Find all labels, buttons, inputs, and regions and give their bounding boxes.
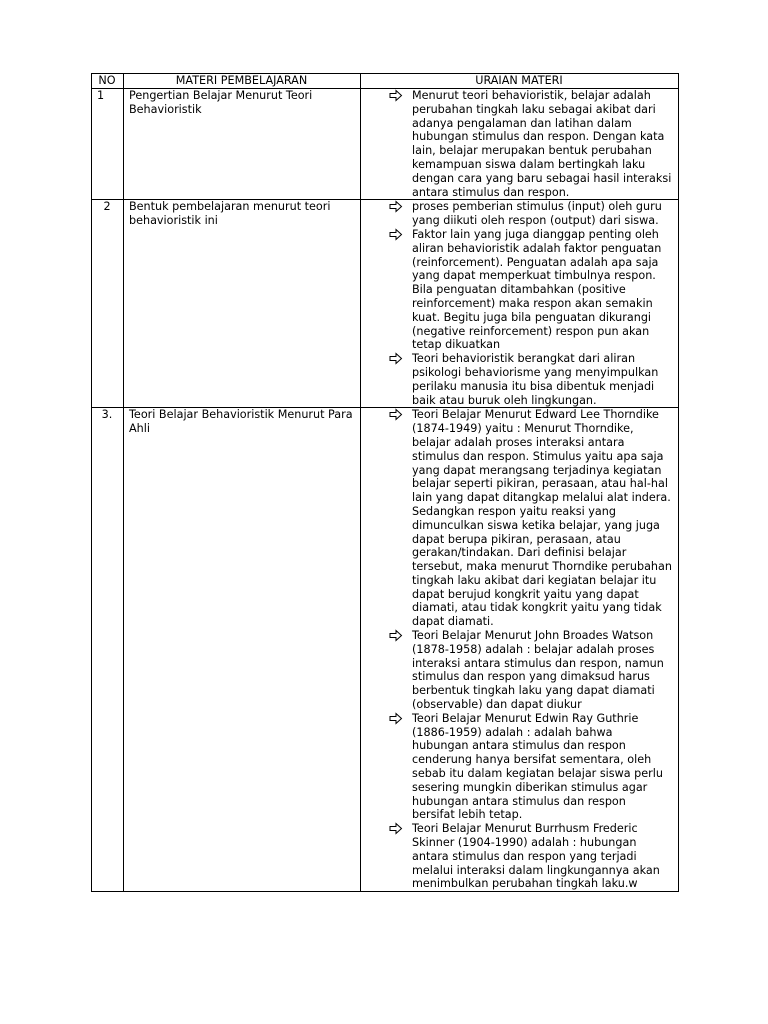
header-no: NO bbox=[92, 74, 124, 89]
row-uraian bbox=[361, 200, 679, 408]
row-uraian bbox=[361, 89, 679, 200]
list-item-text: Teori Belajar Menurut Edwin Ray Guthrie (1886-1959) adalah : adalah bahwa hubungan antara stimulus dan respon cenderung hanya bersifat sementara, oleh sebab itu dalam kegiatan belajar siswa perlu sesering mungkin diberikan stimulus agar hubungan antara stimulus dan respon bersifat lebih tetap. bbox=[412, 711, 663, 822]
list-item bbox=[366, 408, 672, 629]
arrow-right-outline-icon bbox=[389, 408, 403, 421]
list-item-text: Teori Belajar Menurut Edward Lee Thorndike (1874-1949) yaitu : Menurut Thorndike, belajar adalah proses interaksi antara stimulus dan respon. Stimulus yaitu apa saja yang dapat merangsang terjadinya kegiatan belajar seperti pikiran, perasaan, atau hal-hal lain yang dapat ditangkap melalui alat indera. Sedangkan respon yaitu reaksi yang dimunculkan siswa ketika belajar, yang juga dapat berupa pikiran, perasaan, atau gerakan/tindakan. Dari definisi belajar tersebut, maka menurut Thorndike perubahan tingkah laku akibat dari kegiatan belajar itu dapat berujud kongkrit yaitu yang dapat diamati, atau tidak kongkrit yaitu yang tidak dapat diamati. bbox=[412, 408, 672, 629]
list-item-text: Teori Belajar Menurut John Broades Watson (1878-1958) adalah : belajar adalah proses interaksi antara stimulus dan respon, namun stimulus dan respon yang dimaksud harus berbentuk tingkah laku yang dapat diamati (observable) dan dapat diukur bbox=[412, 629, 664, 712]
list-item-text: Teori Belajar Menurut Burrhusm Frederic Skinner (1904-1990) adalah : hubungan antara stimulus dan respon yang terjadi melalui interaksi dalam lingkungannya akan menimbulkan perubahan tingkah laku.w bbox=[412, 822, 660, 891]
list-item bbox=[366, 712, 672, 822]
arrow-right-outline-icon bbox=[389, 712, 403, 725]
table-header-row bbox=[92, 74, 679, 89]
arrow-right-outline-icon bbox=[389, 89, 403, 102]
materi-table bbox=[91, 73, 679, 892]
row-number: 1 bbox=[92, 89, 124, 200]
arrow-right-outline-icon bbox=[389, 629, 403, 642]
row-materi: Bentuk pembelajaran menurut teori behavioristik ini bbox=[124, 200, 361, 408]
list-item-text: Teori behavioristik berangkat dari aliran psikologi behaviorisme yang menyimpulkan perilaku manusia itu bisa dibentuk menjadi baik atau buruk oleh lingkungan. bbox=[412, 352, 659, 407]
arrow-right-outline-icon bbox=[389, 228, 403, 241]
table-row bbox=[92, 200, 679, 408]
row-materi: Teori Belajar Behavioristik Menurut Para Ahli bbox=[124, 408, 361, 892]
header-uraian: URAIAN MATERI bbox=[361, 74, 679, 89]
list-item bbox=[366, 352, 672, 407]
header-materi: MATERI PEMBELAJARAN bbox=[124, 74, 361, 89]
list-item bbox=[366, 89, 672, 199]
list-item bbox=[366, 629, 672, 712]
arrow-right-outline-icon bbox=[389, 822, 403, 835]
list-item-text: Menurut teori behavioristik, belajar adalah perubahan tingkah laku sebagai akibat dari adanya pengalaman dan latihan dalam hubungan stimulus dan respon. Dengan kata lain, belajar merupakan bentuk perubahan kemampuan siswa dalam bertingkah laku dengan cara yang baru sebagai hasil interaksi antara stimulus dan respon. bbox=[412, 89, 672, 199]
row-materi: Pengertian Belajar Menurut Teori Behavioristik bbox=[124, 89, 361, 200]
row-number: 2 bbox=[92, 200, 124, 408]
table-row bbox=[92, 408, 679, 892]
list-item bbox=[366, 200, 672, 228]
list-item-text: Faktor lain yang juga dianggap penting oleh aliran behavioristik adalah faktor penguatan (reinforcement). Penguatan adalah apa saja yang dapat memperkuat timbulnya respon. Bila penguatan ditambahkan (positive reinforcement) maka respon akan semakin kuat. Begitu juga bila penguatan dikurangi (negative reinforcement) respon pun akan tetap dikuatkan bbox=[412, 227, 662, 352]
arrow-right-outline-icon bbox=[389, 352, 403, 365]
list-item bbox=[366, 822, 672, 891]
list-item-text: proses pemberian stimulus (input) oleh guru yang diikuti oleh respon (output) dari siswa. bbox=[412, 200, 662, 228]
row-uraian bbox=[361, 408, 679, 892]
list-item bbox=[366, 228, 672, 352]
row-number: 3. bbox=[92, 408, 124, 892]
arrow-right-outline-icon bbox=[389, 200, 403, 213]
table-row bbox=[92, 89, 679, 200]
